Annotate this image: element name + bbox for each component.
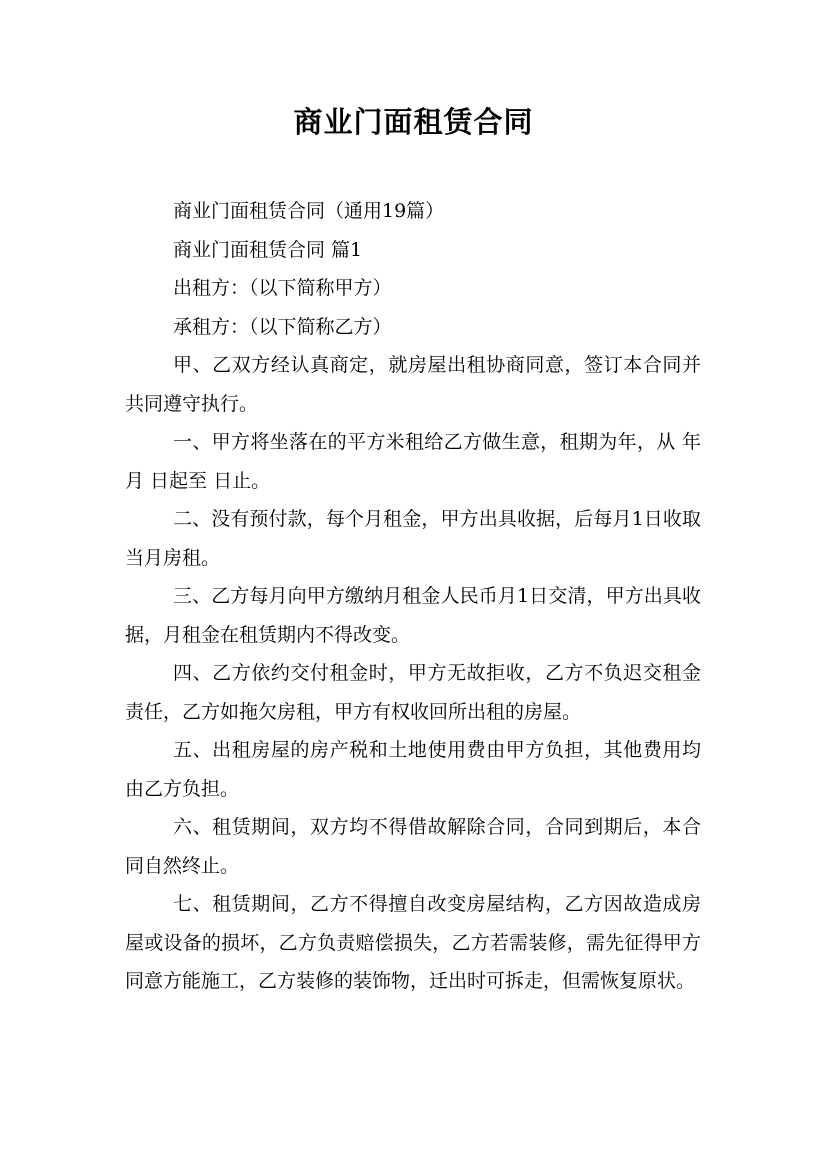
paragraph-clause-2: 二、没有预付款，每个月租金，甲方出具收据，后每月1日收取当月房租。 xyxy=(125,508,701,569)
paragraph-lessor: 出租方：（以下简称甲方） xyxy=(173,277,392,299)
paragraph-lessee: 承租方：（以下简称乙方） xyxy=(173,315,392,338)
paragraph-clause-6: 六、租赁期间，双方均不得借故解除合同，合同到期后，本合同自然终止。 xyxy=(125,816,701,877)
paragraph-clause-7: 七、租赁期间，乙方不得擅自改变房屋结构，乙方因故造成房屋或设备的损坏，乙方负责赔偿损失，乙方若需装修，需先征得甲方同意方能施工，乙方装修的装饰物，迁出时可拆走，但需恢复原状。 xyxy=(125,893,701,992)
paragraph-clause-5: 五、出租房屋的房产税和土地使用费由甲方负担，其他费用均由乙方负担。 xyxy=(125,739,701,800)
paragraph-heading: 商业门面租赁合同 篇1 xyxy=(173,238,363,261)
paragraph-clause-1: 一、甲方将坐落在的平方米租给乙方做生意，租期为年，从 年 月 日起至 日止。 xyxy=(125,431,701,492)
paragraph-clause-4: 四、乙方依约交付租金时，甲方无故拒收，乙方不负迟交租金责任，乙方如拖欠房租，甲方有权收回所出租的房屋。 xyxy=(125,662,701,723)
paragraph-clause-3: 三、乙方每月向甲方缴纳月租金人民币月1日交清，甲方出具收据，月租金在租赁期内不得改变。 xyxy=(125,585,701,646)
document-title: 商业门面租赁合同 xyxy=(293,105,534,139)
document-body xyxy=(125,192,701,1001)
paragraph-preamble: 甲、乙双方经认真商定，就房屋出租协商同意，签订本合同并共同遵守执行。 xyxy=(125,354,701,415)
paragraph-subtitle: 商业门面租赁合同（通用19篇） xyxy=(173,200,445,222)
